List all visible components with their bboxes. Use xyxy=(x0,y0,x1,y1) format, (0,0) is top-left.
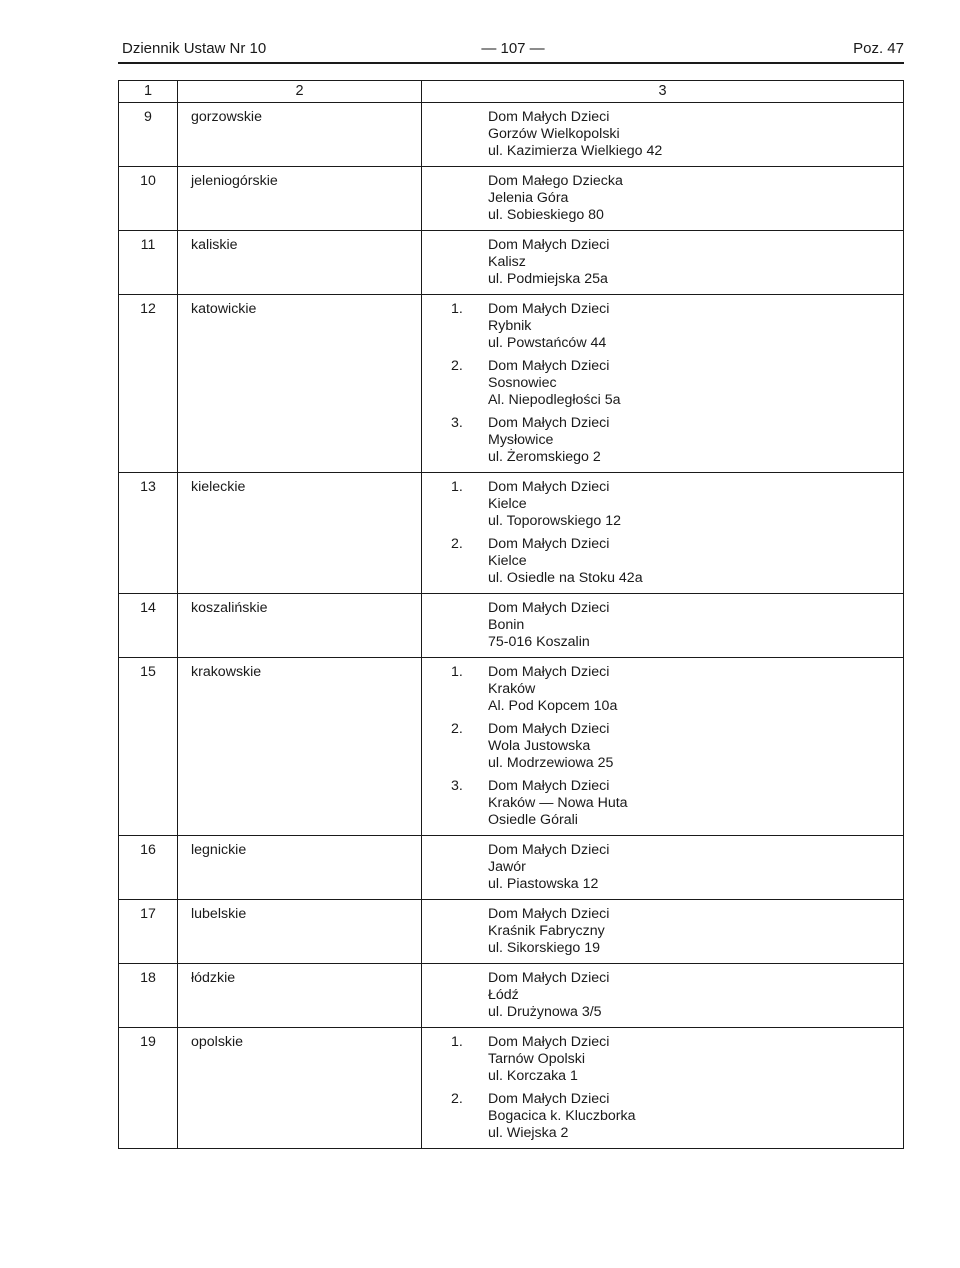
table-row xyxy=(119,231,904,295)
row-number: 18 xyxy=(119,964,178,1028)
institution-city: Bonin xyxy=(488,617,525,633)
institutions-table xyxy=(118,80,904,1149)
institution-entry xyxy=(422,664,903,715)
institution-city: Rybnik xyxy=(488,318,532,334)
institution-street: Osiedle Górali xyxy=(488,812,578,828)
institution-address xyxy=(488,109,903,160)
institution-index: 3. xyxy=(451,415,463,431)
institution-address xyxy=(488,237,903,288)
region-name: koszalińskie xyxy=(178,594,422,658)
institutions-cell xyxy=(422,836,904,900)
institution-entry xyxy=(422,1034,903,1085)
institution-address xyxy=(488,415,903,466)
institution-street: ul. Modrzewiowa 25 xyxy=(488,755,614,771)
institution-street: Al. Niepodległości 5a xyxy=(488,392,621,408)
institution-name: Dom Małych Dzieci xyxy=(488,1034,610,1050)
institution-street: ul. Powstańców 44 xyxy=(488,335,607,351)
institution-name: Dom Małych Dzieci xyxy=(488,970,610,986)
institution-name: Dom Małych Dzieci xyxy=(488,664,610,680)
table-body xyxy=(119,103,904,1149)
institution-street: ul. Wiejska 2 xyxy=(488,1125,569,1141)
institution-city: Bogacica k. Kluczborka xyxy=(488,1108,636,1124)
row-number: 9 xyxy=(119,103,178,167)
institution-entry xyxy=(422,415,903,466)
region-name: legnickie xyxy=(178,836,422,900)
institution-name: Dom Małych Dzieci xyxy=(488,536,610,552)
institution-address xyxy=(488,358,903,409)
region-name: jeleniogórskie xyxy=(178,167,422,231)
row-number: 10 xyxy=(119,167,178,231)
column-header-1: 1 xyxy=(119,81,178,103)
institution-street: ul. Kazimierza Wielkiego 42 xyxy=(488,143,663,159)
region-name: kaliskie xyxy=(178,231,422,295)
institution-index: 1. xyxy=(451,1034,463,1050)
institution-city: Kielce xyxy=(488,496,527,512)
institution-entry xyxy=(422,970,903,1021)
row-number: 17 xyxy=(119,900,178,964)
institution-name: Dom Małych Dzieci xyxy=(488,415,610,431)
institution-name: Dom Małych Dzieci xyxy=(488,778,610,794)
table-row xyxy=(119,836,904,900)
region-name: kieleckie xyxy=(178,473,422,594)
row-number: 15 xyxy=(119,658,178,836)
institutions-cell xyxy=(422,594,904,658)
institution-address xyxy=(488,1091,903,1142)
institutions-cell xyxy=(422,900,904,964)
institution-city: Jawór xyxy=(488,859,526,875)
institution-address xyxy=(488,721,903,772)
header-rule xyxy=(118,62,904,64)
institution-street: ul. Korczaka 1 xyxy=(488,1068,578,1084)
institution-street: ul. Żeromskiego 2 xyxy=(488,449,601,465)
table-row xyxy=(119,900,904,964)
institution-street: 75-016 Koszalin xyxy=(488,634,590,650)
table-row xyxy=(119,658,904,836)
region-name: krakowskie xyxy=(178,658,422,836)
institution-address xyxy=(488,842,903,893)
institution-index: 3. xyxy=(451,778,463,794)
row-number: 11 xyxy=(119,231,178,295)
institution-street: ul. Piastowska 12 xyxy=(488,876,599,892)
institution-name: Dom Małego Dziecka xyxy=(488,173,623,189)
institution-entry xyxy=(422,173,903,224)
institution-city: Kielce xyxy=(488,553,527,569)
institution-name: Dom Małych Dzieci xyxy=(488,358,610,374)
institutions-cell xyxy=(422,295,904,473)
table-row xyxy=(119,167,904,231)
institution-address xyxy=(488,970,903,1021)
institution-address xyxy=(488,778,903,829)
institution-city: Kalisz xyxy=(488,254,526,270)
institutions-cell xyxy=(422,658,904,836)
institution-address xyxy=(488,600,903,651)
institution-city: Tarnów Opolski xyxy=(488,1051,585,1067)
position-number: Poz. 47 xyxy=(853,40,904,57)
institution-city: Wola Justowska xyxy=(488,738,591,754)
institution-entry xyxy=(422,536,903,587)
institution-entry xyxy=(422,778,903,829)
table-row xyxy=(119,295,904,473)
row-number: 14 xyxy=(119,594,178,658)
institution-city: Gorzów Wielkopolski xyxy=(488,126,620,142)
institution-entry xyxy=(422,479,903,530)
institution-address xyxy=(488,664,903,715)
institution-index: 2. xyxy=(451,358,463,374)
institution-street: ul. Osiedle na Stoku 42a xyxy=(488,570,643,586)
region-name: lubelskie xyxy=(178,900,422,964)
region-name: opolskie xyxy=(178,1028,422,1149)
institution-index: 1. xyxy=(451,301,463,317)
institution-street: ul. Podmiejska 25a xyxy=(488,271,608,287)
row-number: 13 xyxy=(119,473,178,594)
institution-city: Kraków — Nowa Huta xyxy=(488,795,628,811)
institution-entry xyxy=(422,906,903,957)
institution-index: 2. xyxy=(451,1091,463,1107)
institution-index: 2. xyxy=(451,721,463,737)
institution-street: ul. Drużynowa 3/5 xyxy=(488,1004,602,1020)
institution-entry xyxy=(422,109,903,160)
institution-city: Kraśnik Fabryczny xyxy=(488,923,605,939)
institution-address xyxy=(488,1034,903,1085)
institution-city: Kraków xyxy=(488,681,536,697)
institutions-cell xyxy=(422,473,904,594)
institutions-cell xyxy=(422,964,904,1028)
table-row xyxy=(119,103,904,167)
institution-name: Dom Małych Dzieci xyxy=(488,1091,610,1107)
institution-entry xyxy=(422,358,903,409)
institution-entry xyxy=(422,237,903,288)
page-number: — 107 — xyxy=(481,40,545,57)
region-name: katowickie xyxy=(178,295,422,473)
institution-entry xyxy=(422,1091,903,1142)
table-row xyxy=(119,964,904,1028)
page-header xyxy=(122,40,904,62)
institution-address xyxy=(488,479,903,530)
institution-address xyxy=(488,906,903,957)
journal-title: Dziennik Ustaw Nr 10 xyxy=(122,40,267,57)
institution-city: Mysłowice xyxy=(488,432,554,448)
institution-name: Dom Małych Dzieci xyxy=(488,301,610,317)
table-row xyxy=(119,1028,904,1149)
column-header-2: 2 xyxy=(178,81,422,103)
institutions-cell xyxy=(422,1028,904,1149)
institution-entry xyxy=(422,301,903,352)
region-name: łódzkie xyxy=(178,964,422,1028)
institution-address xyxy=(488,173,903,224)
institutions-cell xyxy=(422,167,904,231)
institution-entry xyxy=(422,842,903,893)
institution-address xyxy=(488,301,903,352)
table-header-row xyxy=(119,81,904,103)
institutions-cell xyxy=(422,103,904,167)
institution-street: ul. Toporowskiego 12 xyxy=(488,513,622,529)
institution-city: Sosnowiec xyxy=(488,375,557,391)
institution-city: Jelenia Góra xyxy=(488,190,569,206)
institution-entry xyxy=(422,600,903,651)
institution-index: 1. xyxy=(451,479,463,495)
region-name: gorzowskie xyxy=(178,103,422,167)
row-number: 16 xyxy=(119,836,178,900)
institutions-cell xyxy=(422,231,904,295)
institution-name: Dom Małych Dzieci xyxy=(488,721,610,737)
institution-street: Al. Pod Kopcem 10a xyxy=(488,698,618,714)
row-number: 19 xyxy=(119,1028,178,1149)
table-row xyxy=(119,594,904,658)
institution-address xyxy=(488,536,903,587)
institution-name: Dom Małych Dzieci xyxy=(488,109,610,125)
institution-name: Dom Małych Dzieci xyxy=(488,237,610,253)
institution-name: Dom Małych Dzieci xyxy=(488,479,610,495)
table-row xyxy=(119,473,904,594)
institution-name: Dom Małych Dzieci xyxy=(488,906,610,922)
institution-index: 1. xyxy=(451,664,463,680)
institution-street: ul. Sikorskiego 19 xyxy=(488,940,600,956)
institution-city: Łódź xyxy=(488,987,519,1003)
column-header-3: 3 xyxy=(422,81,904,103)
institution-name: Dom Małych Dzieci xyxy=(488,842,610,858)
institution-name: Dom Małych Dzieci xyxy=(488,600,610,616)
institution-index: 2. xyxy=(451,536,463,552)
institution-entry xyxy=(422,721,903,772)
institution-street: ul. Sobieskiego 80 xyxy=(488,207,604,223)
row-number: 12 xyxy=(119,295,178,473)
